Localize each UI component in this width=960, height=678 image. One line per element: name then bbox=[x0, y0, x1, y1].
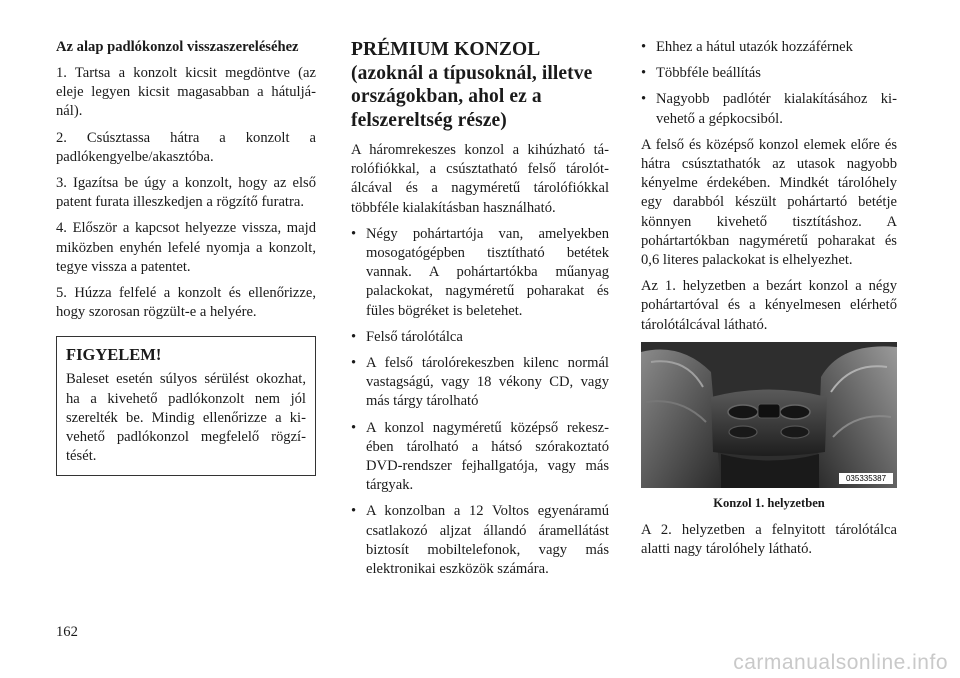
list-item: • A konzolban a 12 Voltos egyenáramú csatlakozó aljzat állandó áramellátást biztosít mobiltelefonok, vagy más elektronikai eszközök számára. bbox=[351, 503, 609, 578]
bullet-icon: • bbox=[641, 91, 647, 108]
list-item: • A felső tárolórekeszben kilenc normál vastagságú, vagy 18 vékony CD, vagy más tárgy tárolható bbox=[351, 355, 609, 410]
intro-paragraph: A háromrekeszes konzol a kihúzható tárolófiókkal, a csúsztatható felső tárolótálcával és a nagyméretű tárolófiókkal többféle kialakításban használható. bbox=[351, 142, 609, 216]
console-illustration bbox=[641, 342, 897, 488]
bullet-icon: • bbox=[351, 355, 357, 372]
warning-box bbox=[56, 336, 316, 476]
step-5: 5. Húzza felfelé a konzolt és ellenőrizze, hogy szorosan rögzült-e a helyére. bbox=[56, 285, 316, 321]
watermark: carmanualsonline.info bbox=[733, 651, 948, 674]
feature-list bbox=[351, 225, 609, 579]
list-item: • Ehhez a hátul utazók hozzáférnek bbox=[641, 38, 897, 57]
list-item: • Felső tárolótálca bbox=[351, 328, 609, 347]
paragraph-position-2: A 2. helyzetben a felnyitott tárolótálca alatti nagy tárolóhely látható. bbox=[641, 522, 897, 558]
middle-column bbox=[351, 38, 609, 586]
bullet-icon: • bbox=[351, 419, 357, 436]
right-column bbox=[641, 38, 897, 566]
step-1: 1. Tartsa a konzolt kicsit megdöntve (az eleje legyen kicsit magasabban a hátuljánál). bbox=[56, 65, 316, 120]
list-item: • Négy pohártartója van, amelyekben mosogatógépben tisztítható betétek vannak. A pohártartókba műanyag palackokat, nagyméretű poharakat és füles bögréket is beletehet. bbox=[351, 225, 609, 319]
bullet-icon: • bbox=[641, 65, 647, 82]
warning-text: Baleset esetén súlyos sérülést okozhat, ha a kivehető padlókonzolt nem jól szerelték be. Mindig ellenőrizze a kivehető padlókonzol megfelelő rögzítését. bbox=[66, 371, 306, 465]
section-heading: Az alap padlókonzol visszaszereléséhez bbox=[56, 39, 299, 55]
page-title: PRÉMIUM KONZOL (azoknál a típusoknál, illetve országokban, ahol ez a felszereltség része) bbox=[351, 39, 593, 131]
feature-list-continued bbox=[641, 38, 897, 129]
list-item: • Nagyobb padlótér kialakításához kivehető a gépkocsiból. bbox=[641, 91, 897, 127]
step-4: 4. Először a kapcsot helyezze vissza, majd miközben enyhén lefelé nyomja a konzolt, tegye vissza a patentet. bbox=[56, 220, 316, 275]
bullet-icon: • bbox=[641, 39, 647, 55]
step-3: 3. Igazítsa be úgy a konzolt, hogy az első patent furata illeszkedjen a rögzítő furatra. bbox=[56, 175, 316, 211]
list-item: • A konzol nagyméretű középső rekeszében tárolható a hátsó szórakoztató DVD-rendszer fejhallgatója, vagy más tárgyak. bbox=[351, 419, 609, 494]
paragraph-position-1: Az 1. helyzetben a bezárt konzol a négy pohártartóval és a kényelmesen elérhető tárolótálcával látható. bbox=[641, 278, 897, 333]
list-item: • Többféle beállítás bbox=[641, 64, 897, 83]
left-column bbox=[56, 38, 316, 476]
page-number: 162 bbox=[56, 624, 78, 640]
photo-caption: Konzol 1. helyzetben bbox=[713, 495, 825, 510]
photo-code: 035335387 bbox=[845, 473, 887, 483]
step-2: 2. Csúsztassa hátra a konzolt a padlókengyelbe/akasztóba. bbox=[56, 129, 316, 165]
paragraph-sliding: A felső és középső konzol elemek előre és hátra csúsztathatók az utasok nagyobb kényelme érdekében. Mindkét tárolóhely egy darabból készült pohártartó betétje könnyen kivehető tisztításhoz. A pohártartókban nagyméretű poharakat és 0,6 literes palackokat is elhelyezhet. bbox=[641, 136, 897, 269]
warning-title: FIGYELEM! bbox=[66, 345, 162, 365]
bullet-icon: • bbox=[351, 503, 357, 520]
bullet-icon: • bbox=[351, 225, 357, 242]
console-photo bbox=[641, 342, 897, 488]
bullet-icon: • bbox=[351, 328, 357, 345]
